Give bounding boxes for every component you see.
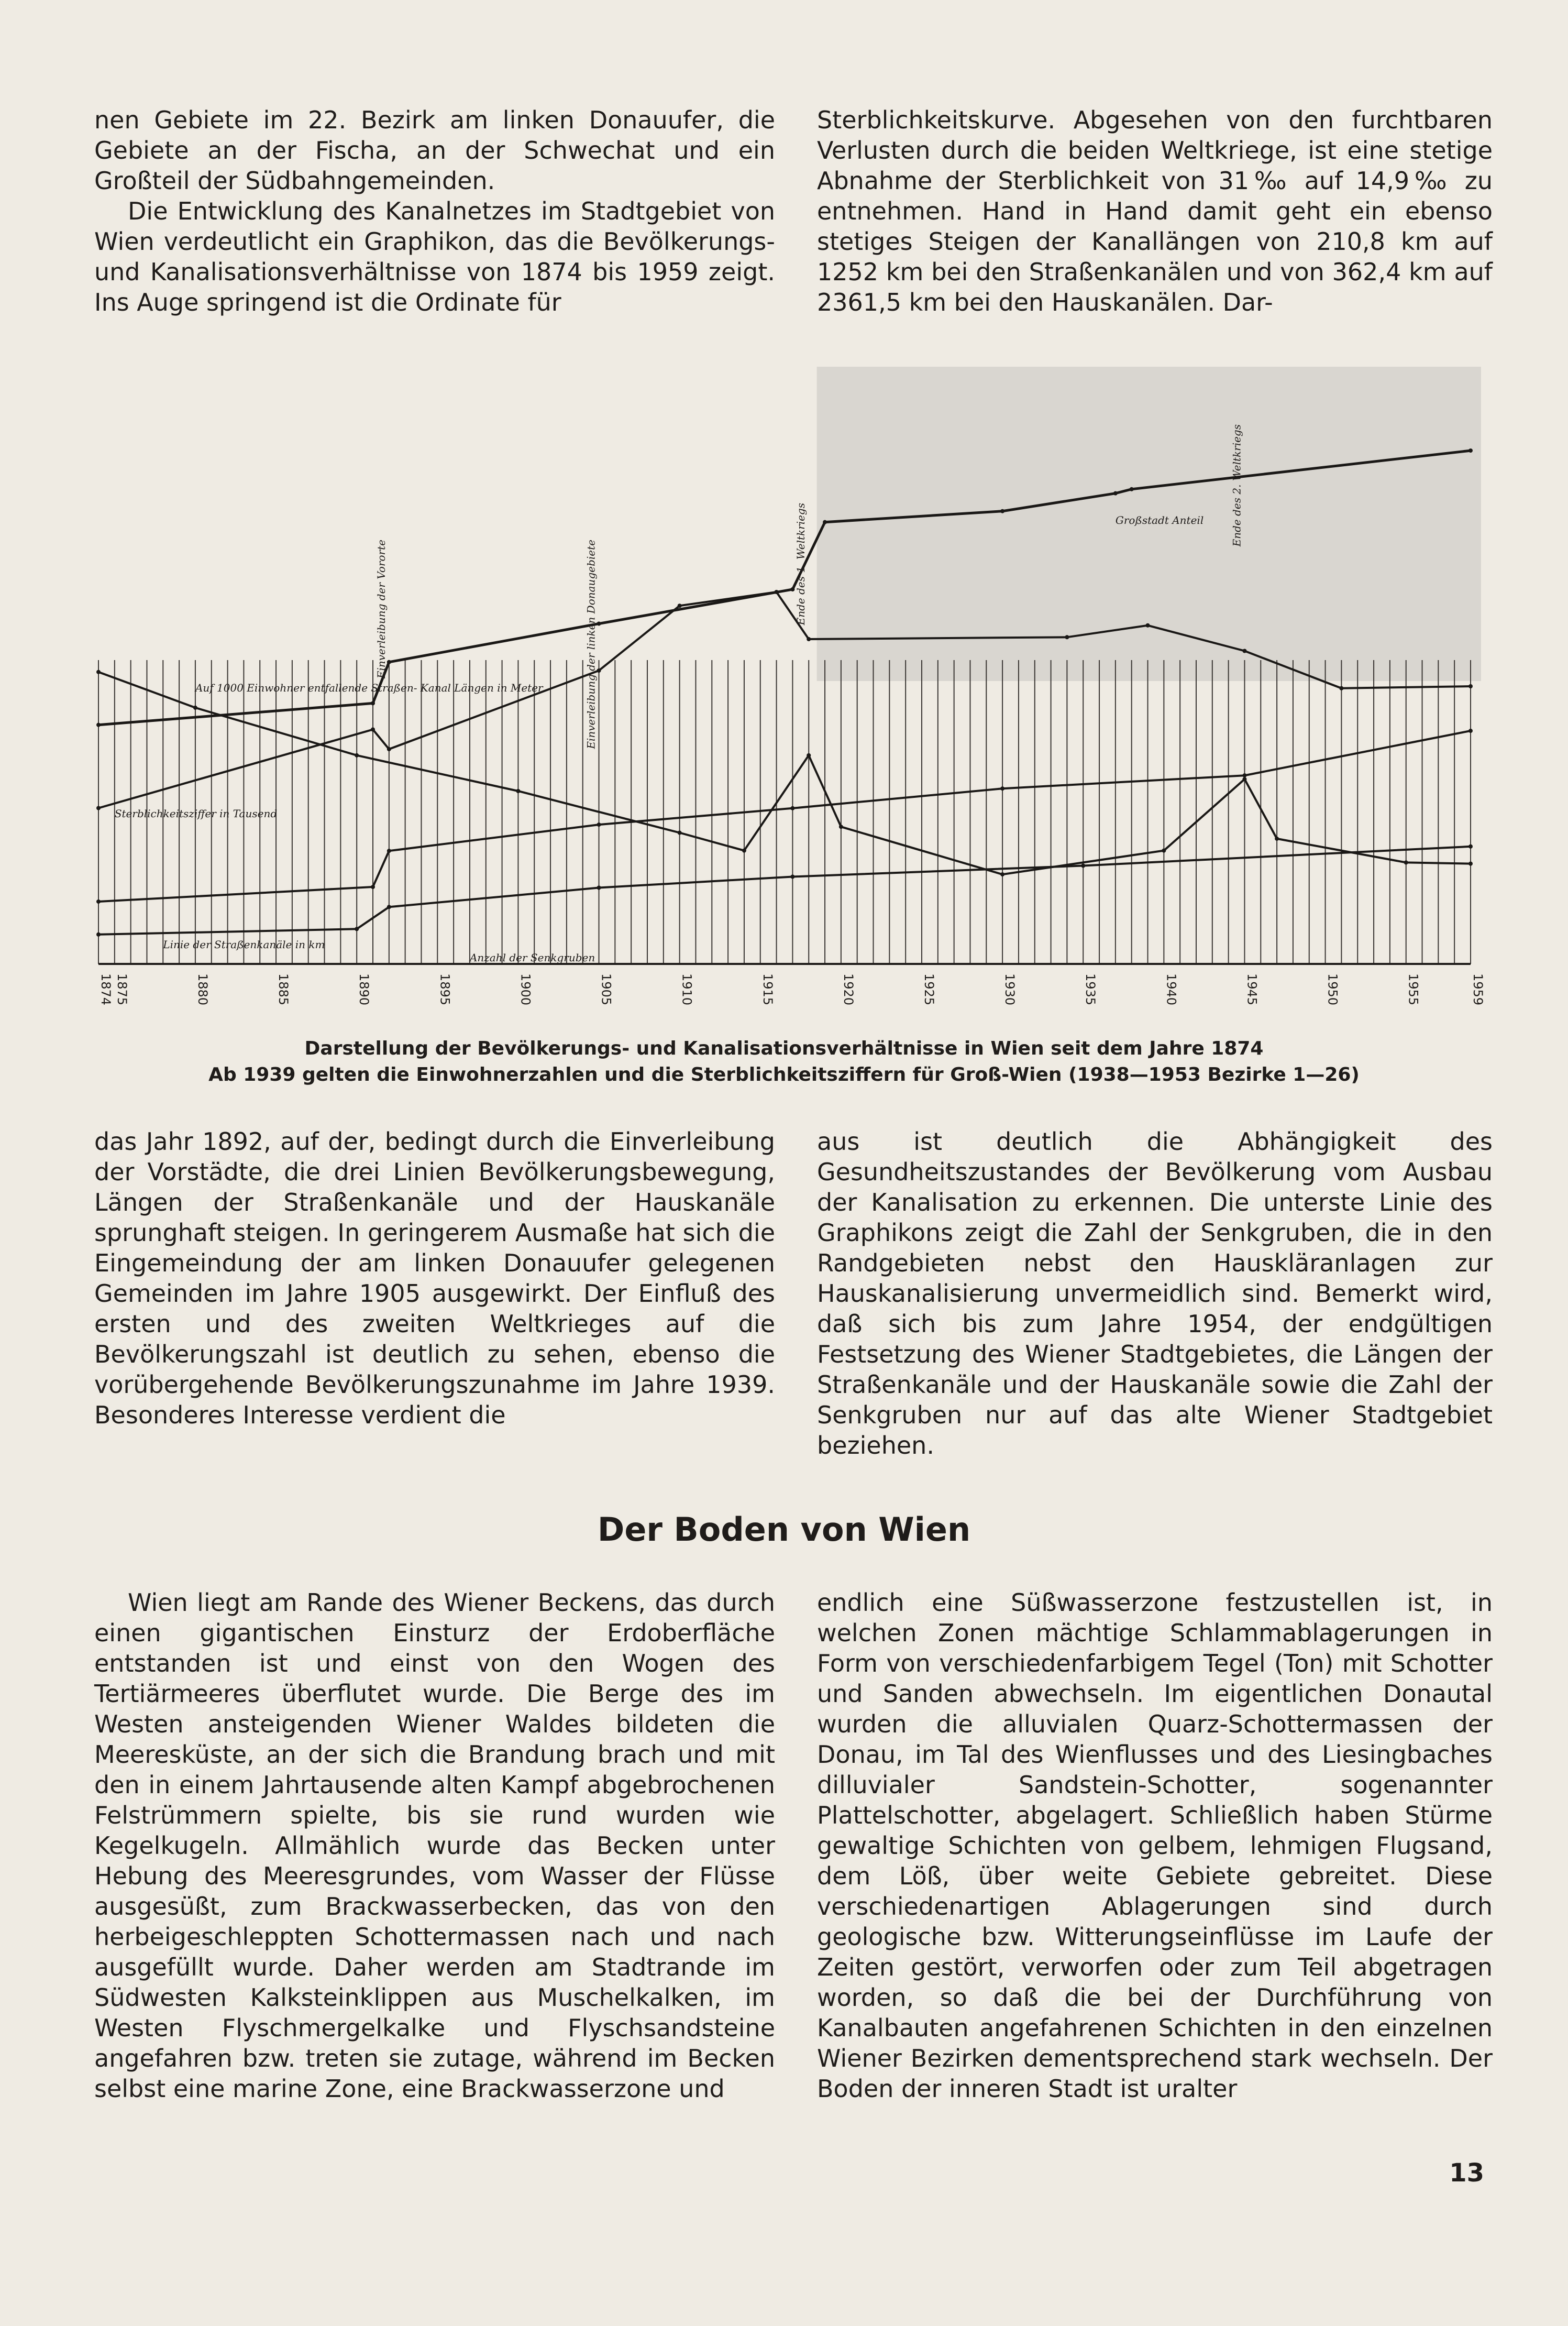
chart-data-point xyxy=(96,723,101,727)
chart-data-point xyxy=(96,670,101,674)
year-label: 1895 xyxy=(437,973,452,1006)
chart-data-point xyxy=(597,886,601,890)
year-label: 1950 xyxy=(1325,973,1340,1006)
middle-left-column xyxy=(94,1126,775,1430)
chart-svg xyxy=(88,367,1485,1032)
chart-data-point xyxy=(1162,849,1166,853)
chart-data-point xyxy=(1113,491,1118,496)
chart-annotation: Einverleibung der Vororte xyxy=(374,540,388,679)
page-number: 13 xyxy=(1449,2158,1484,2188)
year-label: 1930 xyxy=(1002,973,1018,1006)
paragraph: Sterblichkeitskurve. Abgesehen von den furchtbaren Verlusten durch die beiden Weltkriege, ist eine stetige Abnahme der Sterblichkeit von 31‰ auf 14,9‰ zu entnehmen. Hand in Hand damit geht ein ebenso stetiges Steigen der Kanallängen von 210,8 km auf 1252 km bei den Straßenkanälen und von 362,4 km auf 2361,5 km bei den Hauskanälen. Dar- xyxy=(817,106,1493,316)
chart-annotation: Linie der Straßenkanäle in km xyxy=(163,938,325,951)
year-label: 1885 xyxy=(276,973,291,1006)
chart-data-point xyxy=(742,849,746,853)
chart-series-line xyxy=(98,672,1471,874)
year-label: 1959 xyxy=(1471,973,1485,1006)
top-right-column xyxy=(817,105,1493,317)
paragraph: Wien liegt am Rande des Wiener Beckens, das durch einen gigantischen Einsturz der Erdoberfläche entstanden ist und einst von den Wogen des Tertiärmeeres überflutet wurde. Die Berge des im Westen ansteigenden Wiener Waldes bildeten die Meeresküste, an der sich die Brandung brach und mit den in einem Jahrtausende alten Kampf abgebrochenen Felstrümmern spielte, bis sie rund wurden wie Kegelkugeln. Allmählich wurde das Becken unter Hebung des Meeresgrundes, vom Wasser der Flüsse ausgesüßt, zum Brackwasserbecken, das von den herbeigeschleppten Schottermassen nach und nach ausgefüllt wurde. Daher werden am Stadtrande im Südwesten Kalksteinklippen aus Muschelkalken, im Westen Flyschmergelkalke und Flyschsandsteine angefahren bzw. treten sie zutage, während im Becken selbst eine marine Zone, eine Brackwasserzone und xyxy=(94,1588,775,2103)
chart-annotation: Sterblichkeitsziffer in Tausend xyxy=(114,807,278,820)
chart-data-point xyxy=(790,806,794,810)
chart-data-point xyxy=(387,905,391,909)
chart-data-point xyxy=(1000,786,1004,791)
bottom-right-column xyxy=(817,1587,1493,2104)
chart-data-point xyxy=(597,668,601,673)
chart-data-point xyxy=(1275,837,1279,841)
chart-data-point xyxy=(1000,872,1004,876)
year-label: 1925 xyxy=(922,973,936,1006)
chart-data-point xyxy=(775,590,779,594)
population-sewer-chart xyxy=(88,367,1485,1032)
chart-data-point xyxy=(371,728,375,732)
chart-annotation: Einverleibung der linken Donaugebiete xyxy=(584,540,598,749)
paragraph: aus ist deutlich die Abhängigkeit des Gesundheitszustandes der Bevölkerung vom Ausbau der Kanalisation zu erkennen. Die unterste Linie des Graphikons zeigt die Zahl der Senkgruben, die in den Randgebieten nebst den Hauskläranlagen zur Hauskanalisierung unvermeidlich sind. Bemerkt wird, daß sich bis zum Jahre 1954, der endgültigen Festsetzung des Wiener Stadtgebietes, die Längen der Straßenkanäle und der Hauskanäle sowie die Zahl der Senkgruben nur auf das alte Wiener Stadtgebiet beziehen. xyxy=(817,1127,1493,1460)
year-label: 1890 xyxy=(357,973,372,1006)
chart-data-point xyxy=(839,825,843,829)
chart-data-point xyxy=(516,789,520,793)
chart-data-point xyxy=(1468,684,1473,688)
chart-data-point xyxy=(1242,649,1246,653)
paragraph: endlich eine Süßwasserzone festzustellen ist, in welchen Zonen mächtige Schlammablagerungen in Form von verschiedenfarbigem Tegel (Ton) mit Schotter und Sanden abwechseln. Im eigentlichen Donautal wurden die alluvialen Quarz-Schottermassen der Donau, im Tal des Wienflusses und des Liesingbaches dilluvialer Sandstein-Schotter, sogenannter Plattelschotter, abgelagert. Schließlich haben Stürme gewaltige Schichten von gelbem, lehmigen Flugsand, dem Löß, über weite Gebiete gebreitet. Diese verschiedenartigen Ablagerungen sind durch geologische bzw. Witterungseinflüsse im Laufe der Zeiten gestört, verworfen oder zum Teil abgetragen worden, so daß die bei der Durchführung von Kanalbauten angefahrenen Schichten in den einzelnen Wiener Bezirken dementsprechend stark wechseln. Der Boden der inneren Stadt ist uralter xyxy=(817,1588,1493,2103)
year-label: 1900 xyxy=(518,973,533,1006)
chart-data-point xyxy=(597,621,601,626)
chart-data-point xyxy=(355,927,359,931)
year-label: 1940 xyxy=(1164,973,1179,1006)
chart-data-point xyxy=(193,706,197,710)
chart-annotation: Großstadt Anteil xyxy=(1115,514,1204,526)
year-label: 1875 xyxy=(114,973,129,1006)
middle-right-column xyxy=(817,1126,1493,1461)
chart-data-point xyxy=(1146,623,1150,628)
chart-data-point xyxy=(387,747,391,751)
paragraph: nen Gebiete im 22. Bezirk am linken Donauufer, die Gebiete an der Fischa, an der Schwechat und ein Großteil der Südbahngemeinden. xyxy=(94,106,775,195)
chart-data-point xyxy=(387,849,391,853)
section-heading: Der Boden von Wien xyxy=(597,1510,971,1549)
paragraph: Die Entwicklung des Kanalnetzes im Stadtgebiet von Wien verdeutlicht ein Graphikon, das die Bevölkerungs- und Kanalisationsverhältnisse von 1874 bis 1959 zeigt. Ins Auge springend ist die Ordinate für xyxy=(94,197,775,316)
chart-caption-line-1: Darstellung der Bevölkerungs- und Kanalisationsverhältnisse in Wien seit dem Jahre 1874 xyxy=(304,1038,1264,1059)
chart-data-point xyxy=(1339,686,1343,690)
chart-data-point xyxy=(678,604,682,608)
chart-data-point xyxy=(597,822,601,827)
chart-data-point xyxy=(807,637,811,641)
chart-data-point xyxy=(790,587,794,591)
chart-data-point xyxy=(371,885,375,889)
paragraph: das Jahr 1892, auf der, bedingt durch die Einverleibung der Vorstädte, die drei Linien Bevölkerungsbewegung, Längen der Straßenkanäle und der Hauskanäle sprunghaft steigen. In geringerem Ausmaße hat sich die Eingemeindung der am linken Donauufer gelegenen Gemeinden im Jahre 1905 ausgewirkt. Der Einfluß des ersten und des zweiten Weltkrieges auf die Bevölkerungszahl ist deutlich zu sehen, ebenso die vorübergehende Bevölkerungszunahme im Jahre 1939. Besonderes Interesse verdient die xyxy=(94,1127,775,1429)
chart-data-point xyxy=(387,660,391,664)
year-label: 1910 xyxy=(679,973,694,1006)
year-label: 1920 xyxy=(841,973,856,1006)
chart-data-point xyxy=(1000,509,1004,513)
year-label: 1880 xyxy=(195,973,210,1006)
chart-data-point xyxy=(355,753,359,758)
chart-data-point xyxy=(1081,864,1085,868)
bottom-left-column xyxy=(94,1587,775,2104)
chart-data-point xyxy=(96,899,101,904)
chart-data-point xyxy=(1468,862,1473,866)
chart-annotation: Ende des 2. Weltkriegs xyxy=(1230,424,1243,547)
year-label: 1874 xyxy=(98,973,113,1006)
chart-data-point xyxy=(1065,635,1069,639)
chart-data-point xyxy=(790,875,794,879)
chart-data-point xyxy=(807,753,811,758)
chart-data-point xyxy=(1468,448,1473,453)
year-label: 1915 xyxy=(760,973,775,1006)
top-left-column xyxy=(94,105,775,317)
chart-data-point xyxy=(1242,777,1246,781)
chart-data-point xyxy=(371,701,375,705)
chart-data-point xyxy=(1404,860,1408,864)
chart-data-point xyxy=(1468,844,1473,849)
chart-data-point xyxy=(1130,487,1134,491)
year-label: 1945 xyxy=(1244,973,1260,1006)
chart-data-point xyxy=(1468,729,1473,733)
year-label: 1955 xyxy=(1406,973,1421,1006)
chart-caption-line-2: Ab 1939 gelten die Einwohnerzahlen und die Sterblichkeitsziffern für Groß-Wien (1938—1953 Bezirke 1—26) xyxy=(208,1064,1360,1085)
year-label: 1905 xyxy=(599,973,614,1006)
chart-data-point xyxy=(96,932,101,937)
chart-annotation: Ende des 1. Weltkriegs xyxy=(794,503,808,626)
chart-data-point xyxy=(1242,773,1246,777)
chart-data-point xyxy=(678,831,682,835)
chart-data-point xyxy=(96,806,101,810)
year-label: 1935 xyxy=(1083,973,1098,1006)
chart-annotation: Auf 1000 Einwohner entfallende Straßen- Kanal Längen in Meter xyxy=(195,682,543,694)
chart-data-point xyxy=(823,520,827,524)
chart-annotation: Anzahl der Senkgruben xyxy=(469,951,595,964)
